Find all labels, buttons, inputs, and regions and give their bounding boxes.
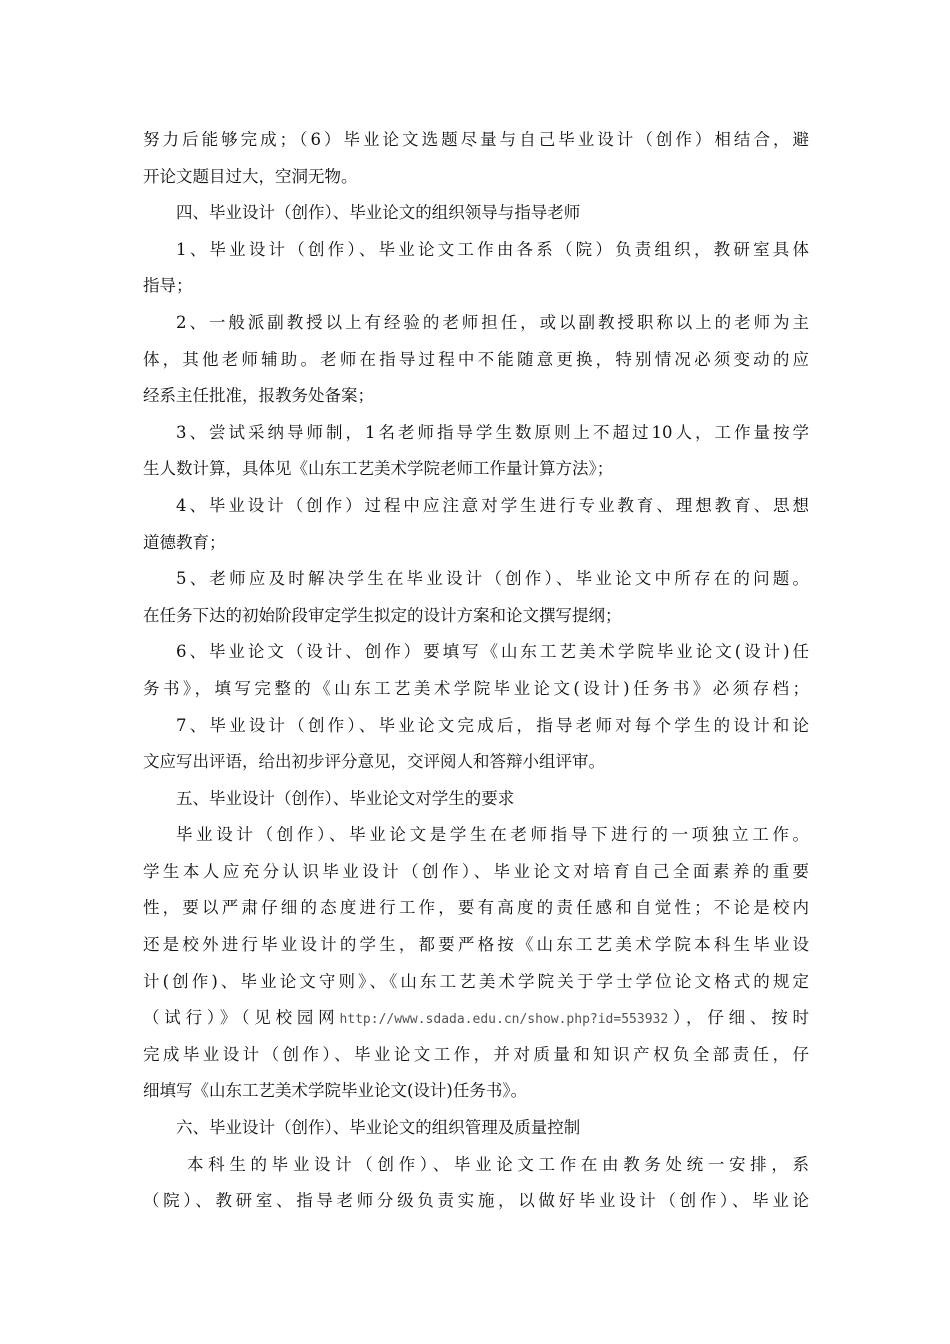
text-line: 毕业设计（创作）、毕业论文是学生在老师指导下进行的一项独立工作。 [176, 825, 809, 845]
text-line: 6、毕业论文（设计、创作）要填写《山东工艺美术学院毕业论文(设计)任 [176, 642, 809, 662]
url-line-before: （试行）》（见校园网 [143, 1008, 340, 1028]
text-line: 道德教育； [143, 532, 226, 552]
text-line: 2、一般派副教授以上有经验的老师担任，或以副教授职称以上的老师为主 [176, 312, 809, 332]
paragraph-block [143, 122, 809, 1000]
text-line: 指导； [143, 276, 193, 296]
text-line: 生人数计算，具体见《山东工艺美术学院老师工作量计算方法》； [143, 459, 614, 479]
text-line: 经系主任批准，报教务处备案； [143, 386, 374, 406]
text-line: 六、毕业设计（创作）、毕业论文的组织管理及质量控制 [176, 1118, 581, 1138]
text-line: 本科生的毕业设计（创作）、毕业论文工作在由教务处统一安排，系 [187, 1154, 809, 1174]
text-line: 完成毕业设计（创作）、毕业论文工作，并对质量和知识产权负全部责任，仔 [143, 1044, 809, 1064]
text-line: 1、毕业设计（创作）、毕业论文工作由各系（院）负责组织，教研室具体 [176, 239, 809, 259]
text-line: 细填写《山东工艺美术学院毕业论文(设计)任务书》。 [143, 1081, 528, 1101]
text-line: 努力后能够完成；（6）毕业论文选题尽量与自己毕业设计（创作）相结合，避 [143, 130, 809, 149]
text-line: 7、毕业设计（创作）、毕业论文完成后，指导老师对每个学生的设计和论 [176, 715, 809, 735]
text-line: 5、老师应及时解决学生在毕业设计（创作）、毕业论文中所存在的问题。 [176, 569, 809, 589]
text-line: 务书》，填写完整的《山东工艺美术学院毕业论文(设计)任务书》必须存档； [143, 678, 809, 698]
text-line: 开论文题目过大，空洞无物。 [143, 166, 358, 186]
url-line-after: ），仔细、按时 [668, 1008, 809, 1028]
text-line: 在任务下达的初始阶段审定学生拟定的设计方案和论文撰写提纲； [143, 605, 622, 625]
text-line: 还是校外进行毕业设计的学生，都要严格按《山东工艺美术学院本科生毕业设 [143, 935, 809, 955]
text-line: 学生本人应充分认识毕业设计（创作）、毕业论文对培育自己全面素养的重要 [143, 861, 809, 881]
text-line: 四、毕业设计（创作）、毕业论文的组织领导与指导老师 [176, 203, 581, 223]
text-line: 文应写出评语，给出初步评分意见，交评阅人和答辩小组评审。 [143, 752, 605, 772]
url-line [143, 1000, 809, 1037]
text-line: 五、毕业设计（创作）、毕业论文对学生的要求 [176, 788, 515, 808]
text-line: （院）、教研室、指导老师分级负责实施，以做好毕业设计（创作）、毕业论 [143, 1191, 809, 1211]
text-line: 计(创作)、毕业论文守则》、《山东工艺美术学院关于学士学位论文格式的规定 [143, 971, 809, 991]
text-line: 体，其他老师辅助。老师在指导过程中不能随意更换，特别情况必须变动的应 [143, 349, 809, 369]
text-line: 性，要以严肃仔细的态度进行工作，要有高度的责任感和自觉性；不论是校内 [143, 898, 809, 918]
document-body [143, 122, 809, 1220]
text-line: 3、尝试采纳导师制，1名老师指导学生数原则上不超过10人，工作量按学 [176, 422, 809, 442]
text-line: 4、毕业设计（创作）过程中应注意对学生进行专业教育、理想教育、思想 [176, 495, 809, 515]
paragraph-block-bottom [143, 1037, 809, 1220]
url-link[interactable]: http://www.sdada.edu.cn/show.php?id=553932 [339, 1012, 669, 1028]
